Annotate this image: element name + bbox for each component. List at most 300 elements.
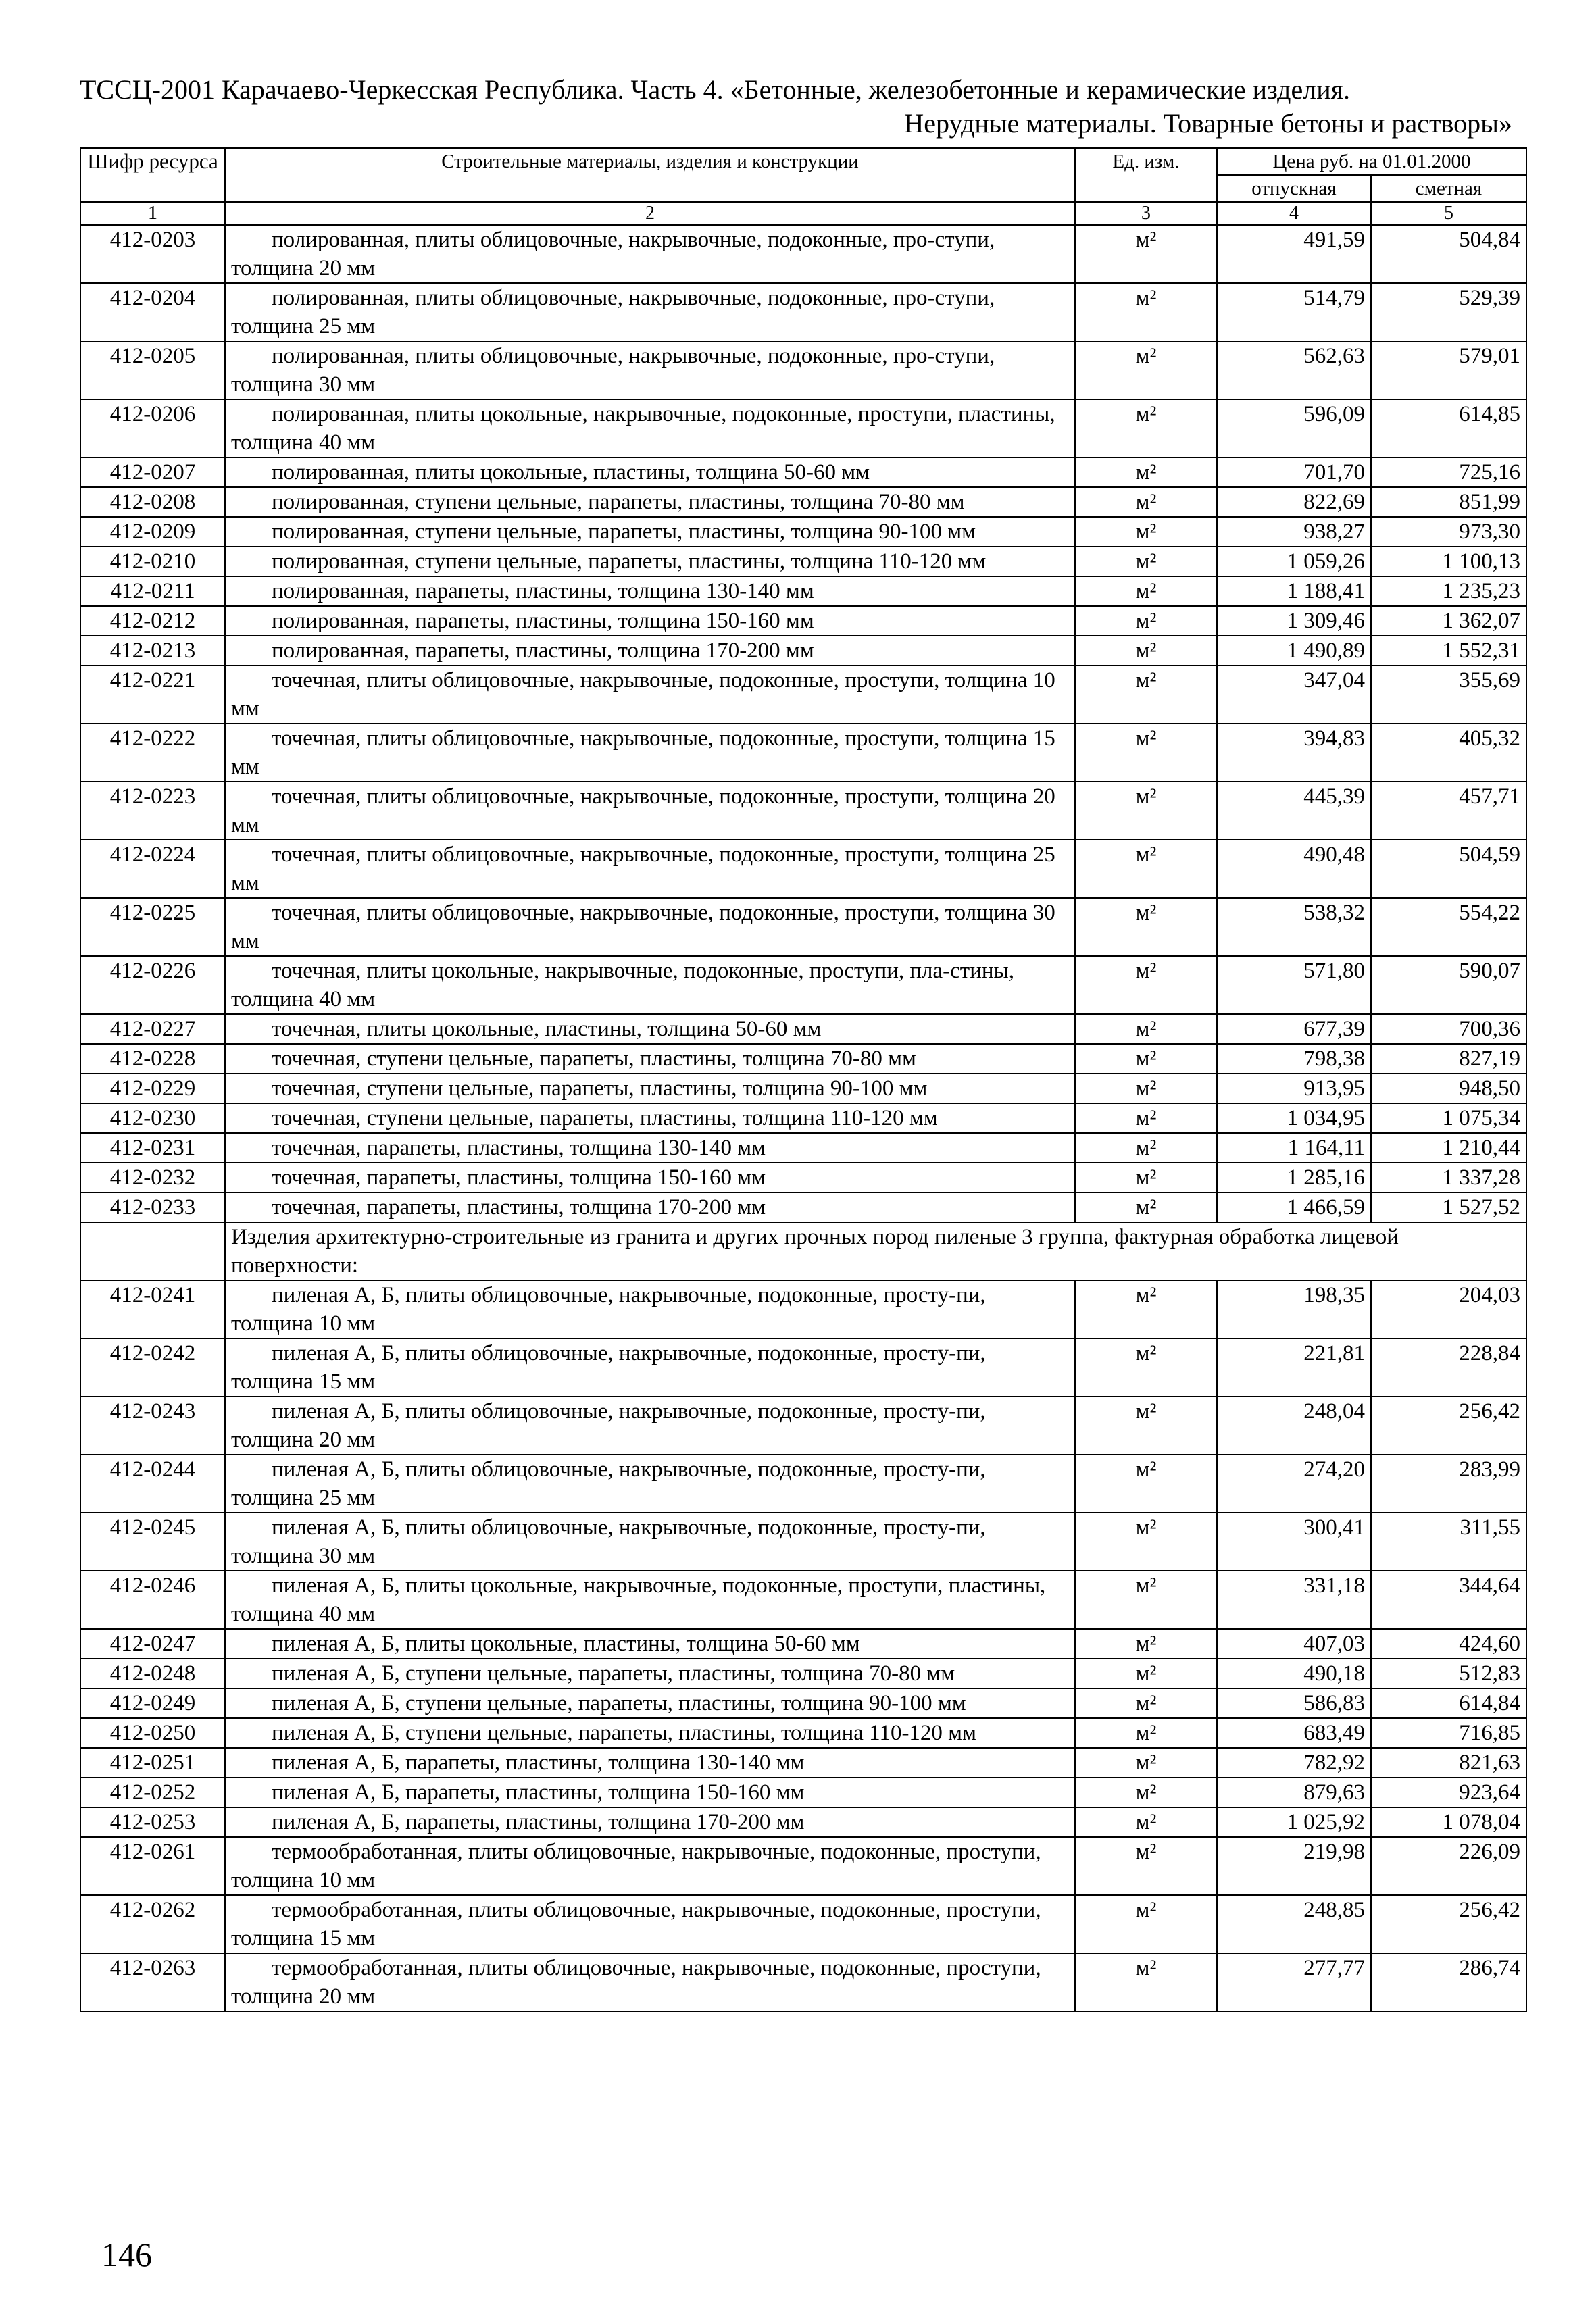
material-description xyxy=(225,1192,1075,1222)
table-row xyxy=(80,399,1526,457)
unit: м² xyxy=(1075,1688,1217,1718)
estimate-price: 827,19 xyxy=(1371,1044,1526,1074)
resource-code: 412-0208 xyxy=(80,487,225,517)
unit: м² xyxy=(1075,1163,1217,1192)
resource-code: 412-0226 xyxy=(80,956,225,1014)
release-price: 596,09 xyxy=(1217,399,1371,457)
material-description-text: точечная, парапеты, пластины, толщина 170-200 мм xyxy=(272,1195,766,1219)
estimate-price: 821,63 xyxy=(1371,1748,1526,1778)
release-price: 445,39 xyxy=(1217,782,1371,840)
resource-code: 412-0241 xyxy=(80,1280,225,1338)
resource-code: 412-0212 xyxy=(80,606,225,636)
material-description-text: точечная, ступени цельные, парапеты, пластины, толщина 90-100 мм xyxy=(272,1076,928,1101)
unit: м² xyxy=(1075,724,1217,782)
material-description-text: полированная, плиты облицовочные, накрывочные, подоконные, про-ступи, толщина 30 мм xyxy=(231,344,995,397)
material-description-text: полированная, парапеты, пластины, толщина 150-160 мм xyxy=(272,609,814,633)
column-header-name: Строительные материалы, изделия и конструкции xyxy=(225,148,1075,202)
material-description-text: точечная, плиты облицовочные, накрывочные, подоконные, проступи, толщина 30 мм xyxy=(231,901,1055,953)
material-description-text: полированная, плиты облицовочные, накрывочные, подоконные, про-ступи, толщина 20 мм xyxy=(231,228,995,280)
material-description xyxy=(225,1953,1075,2011)
table-row xyxy=(80,517,1526,547)
resource-code: 412-0253 xyxy=(80,1807,225,1837)
material-description-text: пиленая А, Б, ступени цельные, парапеты, пластины, толщина 90-100 мм xyxy=(272,1691,966,1715)
column-index-row xyxy=(80,202,1526,225)
estimate-price: 1 337,28 xyxy=(1371,1163,1526,1192)
table-row xyxy=(80,1163,1526,1192)
material-description xyxy=(225,1513,1075,1571)
resource-code: 412-0251 xyxy=(80,1748,225,1778)
unit: м² xyxy=(1075,1953,1217,2011)
material-description-text: полированная, ступени цельные, парапеты, пластины, толщина 70-80 мм xyxy=(272,490,965,514)
group-heading xyxy=(225,1222,1526,1280)
unit: м² xyxy=(1075,487,1217,517)
release-price: 1 188,41 xyxy=(1217,576,1371,606)
resource-code: 412-0224 xyxy=(80,840,225,898)
material-description xyxy=(225,457,1075,487)
estimate-price: 1 078,04 xyxy=(1371,1807,1526,1837)
document-header xyxy=(80,73,1512,141)
resource-code: 412-0232 xyxy=(80,1163,225,1192)
release-price: 1 164,11 xyxy=(1217,1133,1371,1163)
estimate-price: 226,09 xyxy=(1371,1837,1526,1895)
release-price: 514,79 xyxy=(1217,283,1371,341)
table-header-row-1 xyxy=(80,148,1526,175)
material-description xyxy=(225,782,1075,840)
material-description xyxy=(225,1807,1075,1837)
material-description xyxy=(225,1778,1075,1807)
material-description-text: термообработанная, плиты облицовочные, накрывочные, подоконные, проступи, толщина 15 мм xyxy=(231,1898,1041,1951)
resource-code: 412-0244 xyxy=(80,1455,225,1513)
material-description-text: точечная, плиты цокольные, накрывочные, подоконные, проступи, пла-стины, толщина 40 мм xyxy=(231,959,1014,1011)
release-price: 822,69 xyxy=(1217,487,1371,517)
unit: м² xyxy=(1075,1895,1217,1953)
header-line-2: Нерудные материалы. Товарные бетоны и растворы» xyxy=(904,108,1512,139)
resource-code: 412-0206 xyxy=(80,399,225,457)
column-header-price: Цена руб. на 01.01.2000 xyxy=(1217,148,1526,175)
table-row xyxy=(80,1074,1526,1103)
unit: м² xyxy=(1075,283,1217,341)
release-price: 913,95 xyxy=(1217,1074,1371,1103)
release-price: 407,03 xyxy=(1217,1629,1371,1659)
release-price: 571,80 xyxy=(1217,956,1371,1014)
resource-code: 412-0227 xyxy=(80,1014,225,1044)
material-description xyxy=(225,487,1075,517)
unit: м² xyxy=(1075,636,1217,665)
release-price: 701,70 xyxy=(1217,457,1371,487)
material-description-text: пиленая А, Б, плиты облицовочные, накрывочные, подоконные, просту-пи, толщина 25 мм xyxy=(231,1457,986,1510)
table-row xyxy=(80,898,1526,956)
release-price: 938,27 xyxy=(1217,517,1371,547)
material-description xyxy=(225,606,1075,636)
estimate-price: 614,84 xyxy=(1371,1688,1526,1718)
table-row xyxy=(80,636,1526,665)
resource-code: 412-0229 xyxy=(80,1074,225,1103)
release-price: 219,98 xyxy=(1217,1837,1371,1895)
table-row xyxy=(80,1953,1526,2011)
material-description xyxy=(225,1895,1075,1953)
release-price: 491,59 xyxy=(1217,225,1371,283)
estimate-price: 1 362,07 xyxy=(1371,606,1526,636)
resource-code: 412-0246 xyxy=(80,1571,225,1629)
unit: м² xyxy=(1075,1659,1217,1688)
estimate-price: 228,84 xyxy=(1371,1338,1526,1397)
table-row xyxy=(80,1133,1526,1163)
table-row xyxy=(80,724,1526,782)
material-description xyxy=(225,1397,1075,1455)
material-description-text: полированная, плиты цокольные, накрывочные, подоконные, проступи, пластины, толщина 40 мм xyxy=(231,402,1055,455)
column-header-estimate: сметная xyxy=(1371,175,1526,202)
material-description xyxy=(225,665,1075,724)
estimate-price: 355,69 xyxy=(1371,665,1526,724)
table-row xyxy=(80,606,1526,636)
material-description-text: пиленая А, Б, ступени цельные, парапеты, пластины, толщина 110-120 мм xyxy=(272,1721,976,1745)
group-code-cell xyxy=(80,1222,225,1280)
material-description-text: полированная, плиты облицовочные, накрывочные, подоконные, про-ступи, толщина 25 мм xyxy=(231,286,995,338)
estimate-price: 529,39 xyxy=(1371,283,1526,341)
resource-code: 412-0205 xyxy=(80,341,225,399)
material-description-text: пиленая А, Б, плиты облицовочные, накрывочные, подоконные, просту-пи, толщина 20 мм xyxy=(231,1399,986,1452)
release-price: 562,63 xyxy=(1217,341,1371,399)
resource-code: 412-0210 xyxy=(80,547,225,576)
table-row xyxy=(80,1837,1526,1895)
table-row xyxy=(80,1338,1526,1397)
table-row xyxy=(80,665,1526,724)
resource-code: 412-0230 xyxy=(80,1103,225,1133)
material-description-text: пиленая А, Б, парапеты, пластины, толщина 150-160 мм xyxy=(272,1780,805,1805)
estimate-price: 286,74 xyxy=(1371,1953,1526,2011)
release-price: 248,04 xyxy=(1217,1397,1371,1455)
material-description-text: пиленая А, Б, парапеты, пластины, толщина 170-200 мм xyxy=(272,1810,805,1834)
resource-code: 412-0249 xyxy=(80,1688,225,1718)
resource-code: 412-0262 xyxy=(80,1895,225,1953)
resource-code: 412-0248 xyxy=(80,1659,225,1688)
material-description-text: точечная, плиты облицовочные, накрывочные, подоконные, проступи, толщина 15 мм xyxy=(231,726,1055,779)
unit: м² xyxy=(1075,225,1217,283)
resource-code: 412-0245 xyxy=(80,1513,225,1571)
release-price: 394,83 xyxy=(1217,724,1371,782)
unit: м² xyxy=(1075,1397,1217,1455)
release-price: 277,77 xyxy=(1217,1953,1371,2011)
release-price: 490,48 xyxy=(1217,840,1371,898)
table-row xyxy=(80,225,1526,283)
unit: м² xyxy=(1075,576,1217,606)
column-header-release: отпускная xyxy=(1217,175,1371,202)
material-description-text: пиленая А, Б, ступени цельные, парапеты, пластины, толщина 70-80 мм xyxy=(272,1661,955,1686)
estimate-price: 725,16 xyxy=(1371,457,1526,487)
unit: м² xyxy=(1075,1192,1217,1222)
material-description xyxy=(225,1718,1075,1748)
resource-code: 412-0204 xyxy=(80,283,225,341)
release-price: 879,63 xyxy=(1217,1778,1371,1807)
release-price: 782,92 xyxy=(1217,1748,1371,1778)
unit: м² xyxy=(1075,457,1217,487)
table-row xyxy=(80,1688,1526,1718)
estimate-price: 504,84 xyxy=(1371,225,1526,283)
release-price: 1 059,26 xyxy=(1217,547,1371,576)
table-row xyxy=(80,1280,1526,1338)
unit: м² xyxy=(1075,1280,1217,1338)
unit: м² xyxy=(1075,1837,1217,1895)
material-description-text: пиленая А, Б, плиты облицовочные, накрывочные, подоконные, просту-пи, толщина 15 мм xyxy=(231,1341,986,1394)
material-description xyxy=(225,1133,1075,1163)
estimate-price: 1 552,31 xyxy=(1371,636,1526,665)
unit: м² xyxy=(1075,898,1217,956)
material-description-text: термообработанная, плиты облицовочные, накрывочные, подоконные, проступи, толщина 20 мм xyxy=(231,1956,1041,2009)
unit: м² xyxy=(1075,1133,1217,1163)
material-description-text: полированная, ступени цельные, парапеты, пластины, толщина 110-120 мм xyxy=(272,549,987,574)
estimate-price: 504,59 xyxy=(1371,840,1526,898)
estimate-price: 1 075,34 xyxy=(1371,1103,1526,1133)
resource-code: 412-0221 xyxy=(80,665,225,724)
estimate-price: 283,99 xyxy=(1371,1455,1526,1513)
group-heading-text: Изделия архитектурно-строительные из гранита и других прочных пород пиленые 3 группа, фактурная обработка лицевой поверхности: xyxy=(231,1225,1399,1278)
resource-code: 412-0209 xyxy=(80,517,225,547)
material-description-text: пиленая А, Б, плиты облицовочные, накрывочные, подоконные, просту-пи, толщина 10 мм xyxy=(231,1283,986,1336)
material-description xyxy=(225,1074,1075,1103)
material-description xyxy=(225,1688,1075,1718)
resource-code: 412-0243 xyxy=(80,1397,225,1455)
material-description xyxy=(225,576,1075,606)
material-description xyxy=(225,225,1075,283)
material-description xyxy=(225,517,1075,547)
table-row xyxy=(80,956,1526,1014)
material-description-text: полированная, ступени цельные, парапеты, пластины, толщина 90-100 мм xyxy=(272,520,976,544)
estimate-price: 512,83 xyxy=(1371,1659,1526,1688)
release-price: 1 309,46 xyxy=(1217,606,1371,636)
unit: м² xyxy=(1075,1074,1217,1103)
table-row xyxy=(80,1807,1526,1837)
estimate-price: 554,22 xyxy=(1371,898,1526,956)
material-description xyxy=(225,1338,1075,1397)
estimate-price: 700,36 xyxy=(1371,1014,1526,1044)
release-price: 248,85 xyxy=(1217,1895,1371,1953)
estimate-price: 1 235,23 xyxy=(1371,576,1526,606)
estimate-price: 256,42 xyxy=(1371,1895,1526,1953)
column-index: 4 xyxy=(1217,202,1371,225)
material-description-text: точечная, плиты цокольные, пластины, толщина 50-60 мм xyxy=(272,1017,822,1041)
material-description xyxy=(225,1103,1075,1133)
material-description-text: полированная, плиты цокольные, пластины, толщина 50-60 мм xyxy=(272,460,870,484)
material-description-text: пиленая А, Б, плиты облицовочные, накрывочные, подоконные, просту-пи, толщина 30 мм xyxy=(231,1515,986,1568)
estimate-price: 1 527,52 xyxy=(1371,1192,1526,1222)
release-price: 347,04 xyxy=(1217,665,1371,724)
column-index: 3 xyxy=(1075,202,1217,225)
material-description xyxy=(225,724,1075,782)
unit: м² xyxy=(1075,840,1217,898)
material-description xyxy=(225,1163,1075,1192)
estimate-price: 923,64 xyxy=(1371,1778,1526,1807)
release-price: 198,35 xyxy=(1217,1280,1371,1338)
estimate-price: 1 210,44 xyxy=(1371,1133,1526,1163)
resource-code: 412-0261 xyxy=(80,1837,225,1895)
material-description-text: точечная, парапеты, пластины, толщина 130-140 мм xyxy=(272,1136,766,1160)
table-row xyxy=(80,1192,1526,1222)
unit: м² xyxy=(1075,782,1217,840)
table-row xyxy=(80,457,1526,487)
material-description xyxy=(225,840,1075,898)
resource-code: 412-0242 xyxy=(80,1338,225,1397)
resource-code: 412-0233 xyxy=(80,1192,225,1222)
material-description-text: пиленая А, Б, плиты цокольные, накрывочные, подоконные, проступи, пластины, толщина 40 мм xyxy=(231,1574,1046,1626)
table-row xyxy=(80,1513,1526,1571)
table-row xyxy=(80,283,1526,341)
material-description-text: точечная, плиты облицовочные, накрывочные, подоконные, проступи, толщина 20 мм xyxy=(231,784,1055,837)
estimate-price: 405,32 xyxy=(1371,724,1526,782)
column-header-code: Шифр ресурса xyxy=(80,148,225,202)
unit: м² xyxy=(1075,1455,1217,1513)
material-description-text: точечная, ступени цельные, парапеты, пластины, толщина 70-80 мм xyxy=(272,1047,916,1071)
material-description xyxy=(225,341,1075,399)
estimate-price: 579,01 xyxy=(1371,341,1526,399)
unit: м² xyxy=(1075,517,1217,547)
material-description xyxy=(225,547,1075,576)
release-price: 300,41 xyxy=(1217,1513,1371,1571)
header-line-1: ТССЦ-2001 Карачаево-Черкесская Республика. Часть 4. «Бетонные, железобетонные и керамические изделия. xyxy=(80,74,1351,105)
estimate-price: 256,42 xyxy=(1371,1397,1526,1455)
unit: м² xyxy=(1075,956,1217,1014)
estimate-price: 311,55 xyxy=(1371,1513,1526,1571)
table-row xyxy=(80,1629,1526,1659)
unit: м² xyxy=(1075,341,1217,399)
material-description xyxy=(225,956,1075,1014)
release-price: 1 025,92 xyxy=(1217,1807,1371,1837)
material-description xyxy=(225,1014,1075,1044)
column-index: 1 xyxy=(80,202,225,225)
table-row xyxy=(80,840,1526,898)
material-description-text: полированная, парапеты, пластины, толщина 130-140 мм xyxy=(272,579,814,603)
resource-code: 412-0213 xyxy=(80,636,225,665)
material-description xyxy=(225,898,1075,956)
resource-code: 412-0225 xyxy=(80,898,225,956)
resource-code: 412-0207 xyxy=(80,457,225,487)
material-description-text: точечная, ступени цельные, парапеты, пластины, толщина 110-120 мм xyxy=(272,1106,938,1130)
resource-code: 412-0228 xyxy=(80,1044,225,1074)
material-description-text: точечная, плиты облицовочные, накрывочные, подоконные, проступи, толщина 10 мм xyxy=(231,668,1055,721)
unit: м² xyxy=(1075,1103,1217,1133)
price-table xyxy=(80,147,1527,2012)
estimate-price: 1 100,13 xyxy=(1371,547,1526,576)
material-description xyxy=(225,1280,1075,1338)
column-index: 2 xyxy=(225,202,1075,225)
material-description-text: термообработанная, плиты облицовочные, накрывочные, подоконные, проступи, толщина 10 мм xyxy=(231,1840,1041,1892)
release-price: 1 285,16 xyxy=(1217,1163,1371,1192)
table-row xyxy=(80,1571,1526,1629)
release-price: 586,83 xyxy=(1217,1688,1371,1718)
release-price: 1 466,59 xyxy=(1217,1192,1371,1222)
material-description xyxy=(225,1629,1075,1659)
resource-code: 412-0211 xyxy=(80,576,225,606)
resource-code: 412-0252 xyxy=(80,1778,225,1807)
unit: м² xyxy=(1075,547,1217,576)
material-description xyxy=(225,1044,1075,1074)
table-row xyxy=(80,1014,1526,1044)
material-description-text: точечная, парапеты, пластины, толщина 150-160 мм xyxy=(272,1165,766,1190)
unit: м² xyxy=(1075,1807,1217,1837)
estimate-price: 614,85 xyxy=(1371,399,1526,457)
release-price: 1 490,89 xyxy=(1217,636,1371,665)
release-price: 1 034,95 xyxy=(1217,1103,1371,1133)
table-row xyxy=(80,1397,1526,1455)
unit: м² xyxy=(1075,1338,1217,1397)
group-heading-row xyxy=(80,1222,1526,1280)
material-description xyxy=(225,1837,1075,1895)
resource-code: 412-0222 xyxy=(80,724,225,782)
table-row xyxy=(80,1044,1526,1074)
release-price: 683,49 xyxy=(1217,1718,1371,1748)
material-description-text: пиленая А, Б, плиты цокольные, пластины, толщина 50-60 мм xyxy=(272,1632,860,1656)
resource-code: 412-0203 xyxy=(80,225,225,283)
estimate-price: 457,71 xyxy=(1371,782,1526,840)
material-description xyxy=(225,1571,1075,1629)
unit: м² xyxy=(1075,1014,1217,1044)
estimate-price: 716,85 xyxy=(1371,1718,1526,1748)
material-description-text: полированная, парапеты, пластины, толщина 170-200 мм xyxy=(272,638,814,663)
release-price: 221,81 xyxy=(1217,1338,1371,1397)
table-row xyxy=(80,1748,1526,1778)
material-description xyxy=(225,1455,1075,1513)
table-row xyxy=(80,1103,1526,1133)
unit: м² xyxy=(1075,399,1217,457)
resource-code: 412-0231 xyxy=(80,1133,225,1163)
table-row xyxy=(80,782,1526,840)
unit: м² xyxy=(1075,1044,1217,1074)
column-header-unit: Ед. изм. xyxy=(1075,148,1217,202)
resource-code: 412-0223 xyxy=(80,782,225,840)
release-price: 490,18 xyxy=(1217,1659,1371,1688)
material-description-text: пиленая А, Б, парапеты, пластины, толщина 130-140 мм xyxy=(272,1751,805,1775)
unit: м² xyxy=(1075,1748,1217,1778)
estimate-price: 204,03 xyxy=(1371,1280,1526,1338)
table-row xyxy=(80,1718,1526,1748)
material-description xyxy=(225,1659,1075,1688)
estimate-price: 851,99 xyxy=(1371,487,1526,517)
table-row xyxy=(80,547,1526,576)
material-description-text: точечная, плиты облицовочные, накрывочные, подоконные, проступи, толщина 25 мм xyxy=(231,842,1055,895)
unit: м² xyxy=(1075,1513,1217,1571)
material-description xyxy=(225,636,1075,665)
material-description xyxy=(225,283,1075,341)
column-index: 5 xyxy=(1371,202,1526,225)
table-row xyxy=(80,1778,1526,1807)
release-price: 274,20 xyxy=(1217,1455,1371,1513)
estimate-price: 948,50 xyxy=(1371,1074,1526,1103)
table-row xyxy=(80,576,1526,606)
resource-code: 412-0247 xyxy=(80,1629,225,1659)
estimate-price: 424,60 xyxy=(1371,1629,1526,1659)
material-description xyxy=(225,1748,1075,1778)
table-row xyxy=(80,1455,1526,1513)
unit: м² xyxy=(1075,1718,1217,1748)
release-price: 677,39 xyxy=(1217,1014,1371,1044)
unit: м² xyxy=(1075,1778,1217,1807)
table-row xyxy=(80,1895,1526,1953)
unit: м² xyxy=(1075,1629,1217,1659)
unit: м² xyxy=(1075,1571,1217,1629)
table-row xyxy=(80,1659,1526,1688)
estimate-price: 590,07 xyxy=(1371,956,1526,1014)
unit: м² xyxy=(1075,606,1217,636)
unit: м² xyxy=(1075,665,1217,724)
estimate-price: 973,30 xyxy=(1371,517,1526,547)
table-row xyxy=(80,487,1526,517)
release-price: 798,38 xyxy=(1217,1044,1371,1074)
table-row xyxy=(80,341,1526,399)
resource-code: 412-0250 xyxy=(80,1718,225,1748)
estimate-price: 344,64 xyxy=(1371,1571,1526,1629)
release-price: 331,18 xyxy=(1217,1571,1371,1629)
material-description xyxy=(225,399,1075,457)
release-price: 538,32 xyxy=(1217,898,1371,956)
